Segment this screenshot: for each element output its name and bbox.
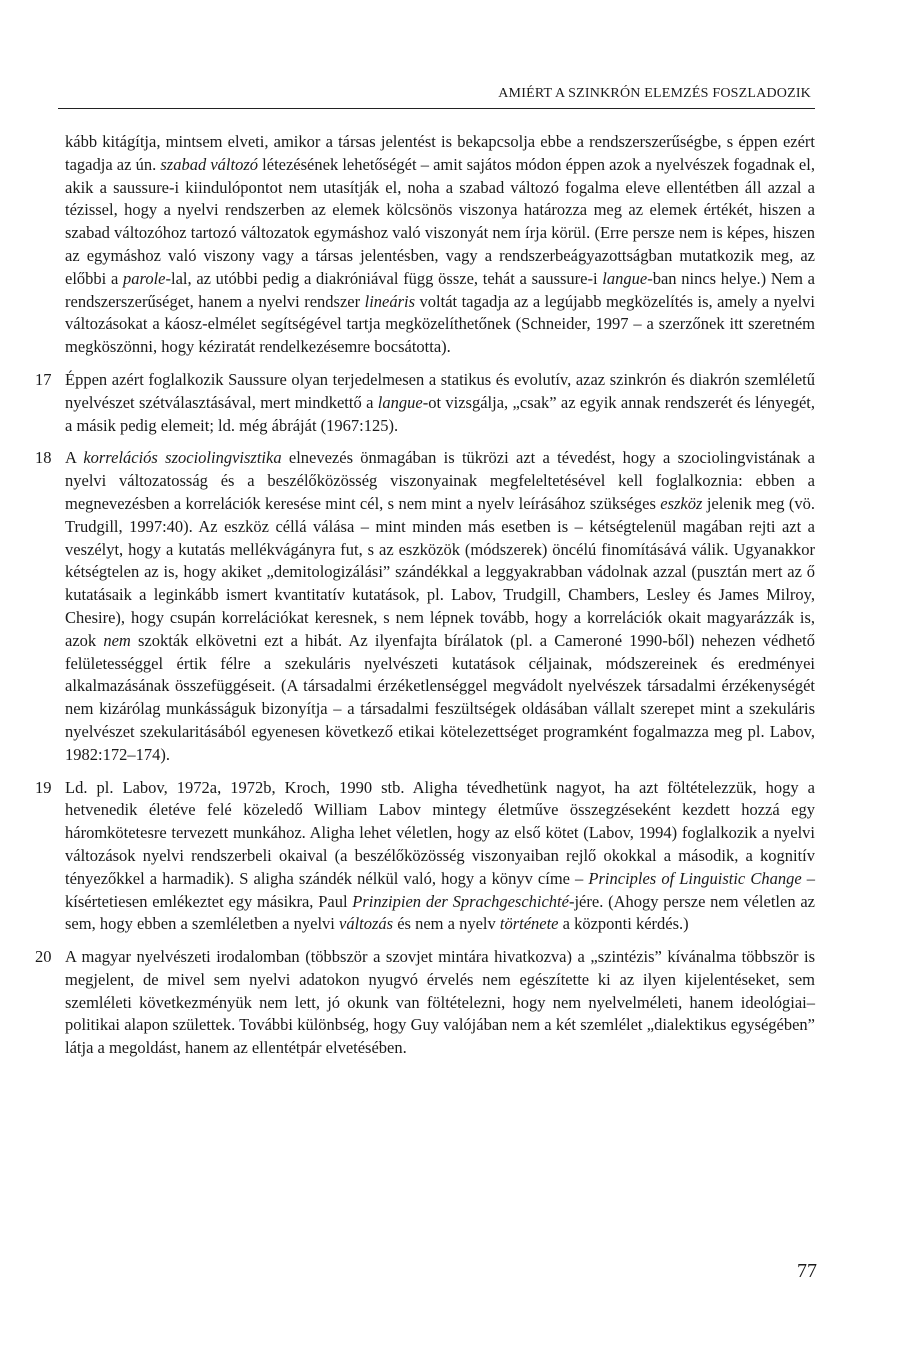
text-run: – kísértetiesen emlékeztet egy másikra, Paul (65, 868, 816, 911)
italic-term: lineáris (364, 291, 416, 311)
footnote-text (65, 946, 815, 1060)
page-number: 77 (797, 1260, 817, 1282)
text-run: Ld. pl. Labov, 1972a, 1972b, Kroch, 1990 stb. Aligha tévedhetünk nagyot, ha azt föltételezzük, hogy a hetvenedik életéve felé közeledő William Labov mintegy életműve összegzéseként kezdett hozzá egy háromkötetesre tervezett munkához. Aligha lehet véletlen, hogy az első kötet (Labov, 1994) foglalkozik a nyelvi változások nyelvi rendszerbeli okaival (a beszélőközösség viszonyaiban rejlő okokkal a második, a kognitív tényezőkkel a harmadik). S aligha szándék nélkül való, hogy a könyv címe – (65, 777, 815, 888)
italic-term: eszköz (660, 493, 703, 513)
footnote-text (65, 131, 815, 359)
italic-term: változás (339, 914, 394, 934)
text-run: -lal, az utóbbi pedig a diakróniával függ össze, tehát a saussure-i (165, 268, 603, 288)
footnote-19 (35, 777, 816, 937)
footnote-number: 19 (35, 777, 52, 797)
italic-term: langue (377, 392, 423, 412)
italic-term: Prinzipien der Sprachgeschichté (352, 891, 569, 911)
footnote-17 (35, 369, 815, 437)
text-run: voltát tagadja az a legújabb megközelítés is, amely a nyelvi változásokat a káosz-elmélet segítségével tartja megközelíthetőnek (Schneider, 1997 – a szerzőnek itt szeretném megköszönni, hogy kéziratát rendelkezésemre bocsátotta). (65, 291, 815, 357)
footnote-18 (35, 447, 816, 766)
italic-term: szabad változó (160, 154, 259, 174)
text-run: -jére. (Ahogy persze nem véletlen az sem, hogy ebben a szemléletben a nyelvi (65, 891, 815, 934)
footnote-text (65, 777, 815, 937)
text-run: -ot vizsgálja, „csak” az egyik annak rendszerét és lényegét, a másik pedig elemeit; ld. még ábráját (1967:125). (65, 392, 815, 435)
text-run: a központi kérdés.) (558, 914, 689, 934)
running-title: AMIÉRT A SZINKRÓN ELEMZÉS FOSZLADOZIK (498, 86, 811, 101)
text-run: és nem a nyelv (393, 914, 500, 934)
text-run: kább kitágítja, mintsem elveti, amikor a társas jelentést is bekapcsolja ebbe a rendszerszerűségbe, s éppen ezért tagadja az ún. (65, 132, 815, 174)
footnote-number: 17 (35, 369, 52, 389)
italic-term: korrelációs szociolingvisztika (83, 448, 282, 468)
italic-term: története (499, 914, 559, 934)
text-run: A magyar nyelvészeti irodalomban (többször a szovjet mintára hivatkozva) a „szintézis” kívánalma többször is megjelent, de mivel sem nyelvi adatokon nyugvó érvelés nem egészítette ki az ilyen kijelentéseket, sem szemléleti következményük nem lett, jó okunk van föltételezni, hogy nem nyelvelméleti, hanem ideológiai–politikai alapon születtek. További különbség, hogy Guy valójában nem a két szemlélet „dialektikus egységében” látja a megoldást, hanem az ellentétpár elvetésében. (65, 947, 815, 1058)
footnote-number: 18 (35, 448, 52, 468)
text-run: -ban nincs helye.) Nem a rendszerszerűséget, hanem a nyelvi rendszer (65, 268, 815, 311)
footnote-continued (65, 131, 815, 359)
text-run: létezésének lehetőségét – amit sajátos módon éppen azok a nyelvészek fogadnak el, akik a saussure-i kiindulópontot nem utasítják el, noha a szabad változó fogalma eleve ellentétben áll azzal a tézissel, hogy a nyelvi rendszerben az elemek kölcsönös viszonya határozza meg az elemek értékét, hiszen a szabad változóhoz tartozó változatok egymáshoz való viszonyát nem írja körül. (Erre persze nem is képes, hiszen az egymáshoz való viszony vagy a társas jelentésben, vagy a rendszerbeágyazottságban mutatkozik meg, az előbbi a (65, 154, 815, 288)
text-run: A (65, 448, 84, 468)
italic-term: nem (103, 630, 131, 650)
italic-term: Principles of Linguistic Change (588, 868, 802, 888)
footnote-20 (35, 946, 815, 1060)
footnote-text (65, 447, 815, 766)
footnotes-body (35, 131, 816, 1060)
footnote-number: 20 (35, 947, 52, 967)
italic-term: langue (602, 268, 648, 288)
text-run: elnevezés önmagában is tükrözi azt a tévedést, hogy a szociolingvistának a nyelvi változatosság és a beszélőközösség viszonyainak megfeleltetésével kell foglalkoznia: ebben a megnevezésben a korrelációk keresése mint cél, s nem mint a nyelv leírásához szükséges (65, 448, 815, 513)
running-header (58, 84, 815, 109)
italic-term: parole (123, 268, 166, 288)
footnote-text (65, 369, 815, 437)
text-run: jelenik meg (vö. Trudgill, 1997:40). Az eszköz céllá válása – mint minden más esetben is – kétségtelenül magában rejti azt a veszélyt, hogy a kutatás mellékvágányra fut, s az eszközök (módszerek) öncélú finomításává válik. Ugyanakkor kétségtelen az is, hogy akiket „demitologizálási” szándékkal a leggyakrabban vádolnak azzal (pusztán mert az ő kutatásaik a leginkább ismert kvantitatív kutatások, pl. Labov, Trudgill, Chambers, Lesley és James Milroy, Chesire), hogy csupán korrelációkat keresnek, s nem lépnek tovább, hogy a korrelációk okait magyarázzák is, azok (65, 493, 816, 650)
text-run: Éppen azért foglalkozik Saussure olyan terjedelmesen a statikus és evolutív, azaz szinkrón és diakrón szemléletű nyelvészet szétválasztásával, mert mindkettő a (65, 369, 815, 412)
text-run: szokták elkövetni ezt a hibát. Az ilyenfajta bírálatok (pl. a Cameroné 1990-ből) nehezen védhető felületességgel értik félre a szekuláris nyelvészeti kutatások céljainak, módszereinek és eredményei alkalmazásának összefüggéseit. (A társadalmi érzéketlenséggel megvádolt nyelvészek társadalmi érzékenységét nem kizárólag munkásságuk bizonyítja – a társadalmi feszültségek oldásában vállalt szerepet mint a szekuláris nyelvészet szekularitásából egyenesen következő etikai kötelezettséget programként fogalmazza meg pl. Labov, 1982:172–174). (65, 630, 815, 764)
